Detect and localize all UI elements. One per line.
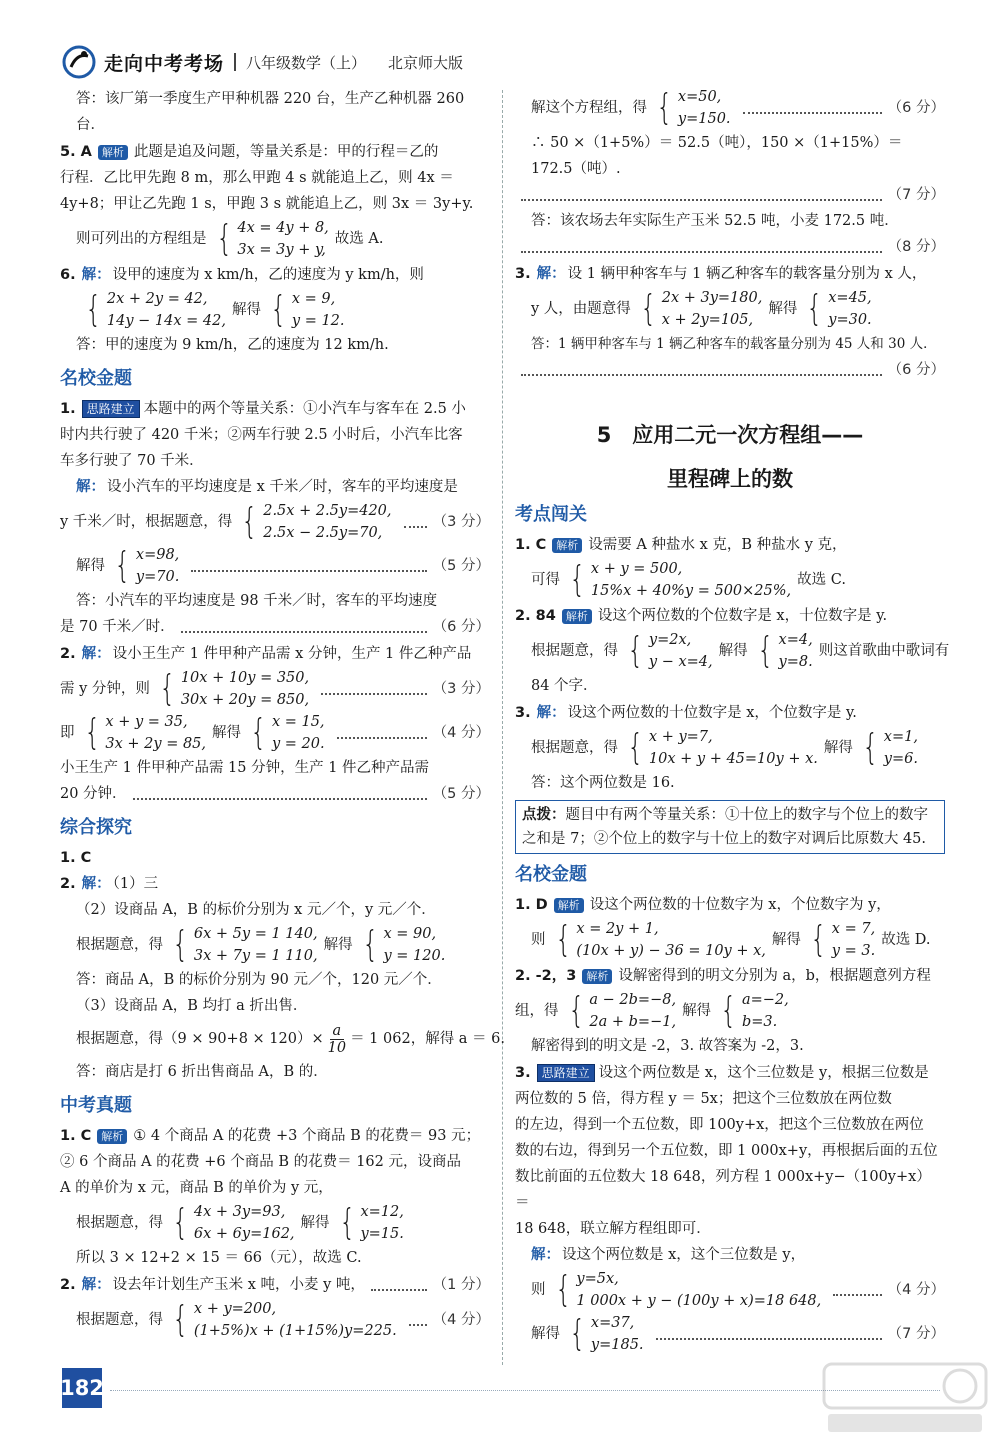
score: （7 分） (887, 187, 945, 203)
leader-dots (521, 364, 882, 376)
c3-text: 设这个两位数的十位数字是 x，个位数字是 y. (567, 705, 857, 721)
kaodian-question-2 (515, 603, 950, 699)
fraction-numerator: a (330, 1023, 345, 1040)
equation: 14y − 14x = 42, (106, 313, 226, 329)
leader-dots (833, 1284, 881, 1296)
solution-tag: 解： (81, 876, 111, 892)
equation: y − x=4, (648, 654, 713, 670)
z2-lead-2: 根据题意，得（9 × 90+8 × 120）× (76, 1031, 324, 1047)
m2-system-row-2 (60, 711, 490, 755)
question-number: 1. C (515, 537, 547, 553)
n3-text-line-2: 两位数的 5 倍，得方程 y ＝ 5x；把这个三位数放在两位数 (515, 1091, 892, 1107)
kaodian-question-3 (515, 700, 945, 796)
m1-text-line-4: 设小汽车的平均速度是 x 千米／时，客车的平均速度是 (107, 479, 458, 495)
solution-system: { a=−2, b=3. (720, 990, 789, 1031)
c2-text: 设这个两位数的个位数字是 x，十位数字是 y. (597, 608, 888, 624)
q6-answer: 答：甲的速度为 9 km/h，乙的速度为 12 km/h. (76, 337, 389, 353)
leader-dots (181, 621, 427, 633)
m2-text: 设小王生产 1 件甲种产品需 x 分钟，生产 1 件乙种产品 (112, 646, 472, 662)
column-divider (502, 90, 503, 1365)
n2-system-row (515, 989, 945, 1033)
solve-label: 解得 (76, 558, 105, 574)
equation: 10x + 10y = 350, (180, 670, 310, 686)
solution-system: { x=12, y=15. (338, 1202, 404, 1243)
solution-tag: 解： (81, 646, 111, 662)
equation: (10x + y) − 36 = 10y + x, (576, 943, 766, 959)
equation-system: { 4x + 3y=93, 6x + 6y=162, (172, 1202, 295, 1243)
solve-label: 解得 (682, 1003, 712, 1019)
solution-system: { x=37, y=185. (569, 1313, 644, 1354)
solution: x=4, (778, 632, 813, 648)
kaodian-question-1 (515, 532, 945, 602)
spacer (515, 384, 945, 420)
question-number: 1. C (60, 1128, 92, 1144)
k1-text-line-2: ② 6 个商品 A 的花费 +6 个商品 B 的花费＝ 162 元，设商品 (60, 1154, 461, 1170)
header-separator (234, 53, 236, 71)
c2-lead: 根据题意，得 (531, 643, 618, 659)
score: （4 分） (432, 1312, 490, 1328)
question-number: 2. (60, 646, 76, 662)
solution-system: { x=50, y=150. (656, 87, 731, 128)
z2-part-1: （1）三 (112, 876, 159, 892)
n2-answer: 解密得到的明文是 -2，3. 故答案为 -2，3. (531, 1038, 804, 1054)
tip-label: 点拨： (522, 807, 566, 823)
solve-label: 解得 (771, 932, 801, 948)
equation-system: { 2x + 3y=180, x + 2y=105, (640, 288, 763, 329)
m2-answer-line-1: 小王生产 1 件甲种产品需 15 分钟，生产 1 件乙种产品需 (60, 760, 430, 776)
equation: 2a + b=−1, (589, 1014, 677, 1030)
fraction-denominator: 10 (327, 1039, 347, 1056)
equation: x + y=200, (193, 1301, 277, 1317)
n3-text-line-3: 的左边，得到一个五位数，即 100y+x，把这个三位数放在两位 (515, 1117, 924, 1133)
q5-lead: 则可列出的方程组是 (76, 231, 207, 247)
equation: 3x + 7y = 1 110, (193, 948, 318, 964)
m1-lead: y 千米／时，根据题意，得 (60, 514, 233, 530)
equation: y=2x, (648, 632, 692, 648)
solution-system: { x=98, y=70. (114, 545, 180, 586)
watermark-logo-icon (820, 1360, 990, 1438)
solution: y = 12. (291, 313, 345, 329)
solve-label: 解得 (768, 301, 798, 317)
k1-text-line-3: A 的单价为 x 元，商品 B 的单价为 y 元， (60, 1180, 333, 1196)
leader-dots (521, 189, 882, 201)
q6-system-row (60, 288, 490, 332)
analysis-tag: 解析 (554, 898, 584, 913)
question-number: 5. A (60, 144, 92, 160)
solution: x = 9, (291, 291, 336, 307)
leader-dots (404, 516, 427, 528)
equation-system: { y=5x, 1 000x + y − (100y + x)=18 648, (554, 1269, 822, 1310)
equation-system: { y=2x, y − x=4, (627, 630, 713, 671)
equation: 3x = 3y + y, (237, 242, 326, 258)
solution: y = 20. (271, 736, 325, 752)
equation: 2.5x + 2.5y=420, (263, 503, 392, 519)
zonghe-question-1: 1. C (60, 850, 92, 866)
zhongkao-question-2 (60, 1272, 490, 1342)
r3-system-row (515, 287, 945, 331)
solution: a=−2, (741, 992, 789, 1008)
question-number: 2. 84 (515, 608, 556, 624)
solution-system: { x = 9, y = 12. (270, 289, 345, 330)
score: （3 分） (432, 681, 490, 697)
intro-answer: 答：该厂第一季度生产甲种机器 220 台，生产乙种机器 260 台． (76, 91, 465, 133)
equation: 30x + 20y = 850, (180, 692, 310, 708)
leader-dots (656, 1328, 882, 1340)
solution: y = 120. (383, 948, 446, 964)
m1-text-line-3: 车多行驶了 70 千米． (60, 453, 204, 469)
solution: y=150. (677, 111, 731, 127)
solution-system: { x = 7, y = 3. (810, 919, 876, 960)
solution: y = 3. (831, 943, 876, 959)
equation: 10x + y + 45=10y + x. (648, 751, 818, 767)
k2-system-row (60, 1298, 490, 1342)
zonghe-question-2 (60, 871, 506, 1085)
q5-text-line-2: 行程．乙比甲先跑 8 m，那么甲跑 4 s 就能追上乙，则 4x ＝ (60, 170, 454, 186)
c1-text: 设需要 A 种盐水 x 克，B 种盐水 y 克， (588, 537, 847, 553)
r3-answer: 答：1 辆甲种客车与 1 辆乙种客车的载客量分别为 45 人和 30 人． (531, 336, 937, 352)
solve-label: 解得 (212, 725, 242, 741)
solve-label: 解得 (718, 643, 748, 659)
solution-tag: 解： (76, 479, 105, 495)
solution-system: { x=1, y=6. (862, 727, 918, 768)
leader-dots (321, 683, 427, 695)
equation: x = 2y + 1, (576, 921, 659, 937)
left-column (60, 86, 506, 1343)
equation: 3x + 2y = 85, (105, 736, 207, 752)
chapter-title-line-2: 里程碑上的数 (667, 467, 793, 491)
solution: y=30. (828, 312, 872, 328)
m1-answer-line-2: 是 70 千米／时． (60, 619, 175, 635)
leader-dots (521, 241, 882, 253)
right-question-3 (515, 261, 945, 383)
equation: 4x = 4y + 8, (237, 220, 329, 236)
c1-system-row (515, 558, 945, 602)
score: （3 分） (432, 514, 490, 530)
c3-system-row (515, 726, 945, 770)
z2-answer-2: 答：商店是打 6 折出售商品 A，B 的． (76, 1064, 328, 1080)
q5-text-line-1: 此题是追及问题，等量关系是：甲的行程＝乙的 (133, 144, 439, 160)
runner-logo-icon (62, 45, 96, 79)
equation: 2.5x − 2.5y=70, (263, 525, 383, 541)
m1-answer-line-1: 答：小汽车的平均速度是 98 千米／时，客车的平均速度 (76, 593, 438, 609)
score: （6 分） (887, 362, 945, 378)
solution-tag: 解： (81, 267, 111, 283)
leader-dots (371, 1279, 427, 1291)
score: （5 分） (432, 786, 490, 802)
r3-text: 设 1 辆甲种客车与 1 辆乙种客车的载客量分别为 x 人， (567, 266, 927, 282)
equation-system: { 2.5x + 2.5y=420, 2.5x − 2.5y=70, (241, 501, 392, 542)
c1-lead: 可得 (531, 572, 560, 588)
c3-lead: 根据题意，得 (531, 740, 618, 756)
continued-solution (515, 86, 945, 260)
chapter-title-line-1: 5 应用二元一次方程组—— (596, 423, 864, 447)
question-number: 2. (60, 876, 76, 892)
k2-text: 设去年计划生产玉米 x 吨，小麦 y 吨， (112, 1277, 365, 1293)
m2-lead: 需 y 分钟，则 (60, 681, 150, 697)
z2-lead: 根据题意，得 (76, 937, 163, 953)
equation: y=5x, (576, 1271, 619, 1287)
n3-text-line-5: 数比前面的五位数大 18 648，列方程 1 000x+y−（100y+x）＝ (515, 1169, 931, 1211)
zhongkao-question-1 (60, 1123, 490, 1271)
solution: x=1, (883, 729, 918, 745)
solution: x = 7, (831, 921, 876, 937)
n3-text-line-1: 设这个两位数是 x，这个三位数是 y，根据三位数是 (598, 1065, 929, 1081)
equation: x + y=7, (648, 729, 713, 745)
question-number: 1. D (515, 897, 548, 913)
solution-system: { x=4, y=8. (757, 630, 813, 671)
q5-text-line-3: 4y+8；甲让乙先跑 1 s，甲跑 3 s 就能追上乙，则 3x ＝ 3y+y. (60, 196, 474, 212)
section-title-zhongkao: 中考真题 (60, 1095, 132, 1116)
n2-text: 设解密得到的明文分别为 a，b，根据题意列方程 (618, 968, 931, 984)
z2-part-2: （2）设商品 A，B 的标价分别为 x 元／个，y 元／个． (76, 902, 436, 918)
mingxiao-question-1 (60, 396, 490, 640)
k1-text-line-1: ① 4 个商品 A 的花费 +3 个商品 B 的花费＝ 93 元； (133, 1128, 481, 1144)
page-number: 182 (62, 1368, 102, 1408)
solve-label: 解得 (323, 937, 353, 953)
equation: 6x + 5y = 1 140, (193, 926, 318, 942)
leader-dots (409, 1314, 427, 1326)
n1-lead: 则 (531, 932, 546, 948)
equation-system: { 10x + 10y = 350, 30x + 20y = 850, (159, 668, 310, 709)
footer-rule (110, 1390, 940, 1391)
c1-tail: 故选 C. (797, 572, 846, 588)
section-title-mingxiao-right: 名校金题 (515, 864, 587, 885)
equation-system: { 6x + 5y = 1 140, 3x + 7y = 1 110, (172, 924, 318, 965)
book-edition: 北京师大版 (388, 53, 464, 72)
c2-system-row (515, 629, 950, 673)
solve-label: 解得 (823, 740, 853, 756)
solution: y=70. (135, 569, 180, 585)
solution: y=15. (360, 1226, 404, 1242)
score: （5 分） (432, 558, 490, 574)
q5-system-row (60, 217, 490, 261)
r3-lead: y 人，由题意得 (531, 301, 631, 317)
fraction (328, 1023, 346, 1056)
approach-tag: 思路建立 (82, 400, 140, 418)
mingxiao-question-2 (60, 641, 490, 807)
equation: (1+5%)x + (1+15%)y=225. (193, 1323, 397, 1339)
solution-tag: 解： (531, 1247, 560, 1263)
c2-tail: 则这首歌曲中歌词有 (818, 643, 950, 659)
z2-system-row (60, 923, 490, 967)
c3-answer: 答：这个两位数是 16. (531, 775, 675, 791)
question-number: 1. (60, 401, 76, 417)
score: （6 分） (432, 619, 490, 635)
solution: y=185. (590, 1337, 644, 1353)
solution: y=8. (778, 654, 813, 670)
solution: x=37, (590, 1315, 635, 1331)
right-mingxiao-question-2 (515, 963, 945, 1059)
equation: 15%x + 40%y = 500×25%, (590, 583, 792, 599)
brand-name: 走向中考考场 (104, 52, 225, 75)
analysis-tag: 解析 (552, 538, 582, 553)
equation: x + y = 35, (105, 714, 188, 730)
solution: x=12, (360, 1204, 404, 1220)
m2-answer-line-2: 20 分钟． (60, 786, 127, 802)
analysis-tag: 解析 (562, 609, 592, 624)
n3-system-row (515, 1268, 945, 1312)
k2-lead: 根据题意，得 (76, 1312, 163, 1328)
solution: x=45, (828, 290, 872, 306)
m1-text-line-1: 本题中的两个等量关系：①小汽车与客车在 2.5 小 (143, 401, 466, 417)
k1-tail: 所以 3 × 12+2 × 15 ＝ 66（元），故选 C. (76, 1250, 362, 1266)
n2-lead: 组，得 (515, 1003, 559, 1019)
leader-dots (743, 102, 882, 114)
section-title-zonghe: 综合探究 (60, 817, 132, 838)
n3-lead: 则 (531, 1282, 546, 1298)
m2-system-row-1 (60, 667, 490, 711)
solution: y=6. (883, 751, 918, 767)
k1-system-row (60, 1201, 490, 1245)
n3-text-line-4: 数的右边，得到另一个五位数，即 1 000x+y，再根据后面的五位 (515, 1143, 938, 1159)
z2-fraction-row (60, 1019, 506, 1059)
question-5 (60, 139, 490, 261)
m1-solution-row (60, 544, 490, 588)
leader-dots (337, 727, 427, 739)
right-column (515, 86, 950, 1357)
n1-tail: 故选 D. (881, 932, 931, 948)
solution: x=98, (135, 547, 180, 563)
score: （6 分） (887, 100, 945, 116)
solution: x=50, (677, 89, 722, 105)
solution: x = 15, (271, 714, 325, 730)
n1-system-row (515, 918, 945, 962)
analysis-tag: 解析 (97, 1129, 127, 1144)
score: （8 分） (887, 239, 945, 255)
equation: 2x + 2y = 42, (106, 291, 208, 307)
score: （1 分） (432, 1277, 490, 1293)
cont-calculation: ∴ 50 ×（1+5%）＝ 52.5（吨），150 ×（1+15%）＝ 172.5（吨）. (531, 135, 903, 177)
tip-box (515, 800, 945, 854)
right-mingxiao-question-3 (515, 1060, 945, 1356)
leader-dots (133, 788, 427, 800)
k1-lead: 根据题意，得 (76, 1215, 163, 1231)
equation: x + 2y=105, (661, 312, 754, 328)
section-title-kaodian: 考点闯关 (515, 504, 587, 525)
equation-system: { 4x = 4y + 8, 3x = 3y + y, (215, 218, 329, 259)
score: （7 分） (887, 1326, 945, 1342)
solution-tag: 解： (81, 1277, 111, 1293)
spacer (515, 450, 945, 464)
equation: 1 000x + y − (100y + x)=18 648, (576, 1293, 822, 1309)
cont-answer: 答：该农场去年实际生产玉米 52.5 吨，小麦 172.5 吨． (531, 213, 899, 229)
section-title-mingxiao: 名校金题 (60, 368, 132, 389)
question-number: 3. (515, 1065, 531, 1081)
tip-text: 题目中有两个等量关系：①十位上的数字与个位上的数字之和是 7；②个位上的数字与十位上的数字对调后比原数大 45. (522, 807, 928, 847)
z2-tail: ＝ 1 062，解得 a ＝ 6. (350, 1031, 506, 1047)
solve-label: 解得 (300, 1215, 330, 1231)
z2-part-3: （3）设商品 A，B 均打 a 折出售． (76, 998, 308, 1014)
solution: x = 90, (383, 926, 437, 942)
solution: b=3. (741, 1014, 778, 1030)
cont-lead: 解这个方程组，得 (531, 100, 647, 116)
question-number: 6. (60, 267, 76, 283)
equation-system: { x + y=200, (1+5%)x + (1+15%)y=225. (172, 1299, 397, 1340)
question-number: 2. -2，3 (515, 968, 577, 984)
analysis-tag: 解析 (98, 145, 128, 160)
n3-text-line-6: 18 648，联立解方程组即可． (515, 1221, 711, 1237)
solution-system: { x=45, y=30. (806, 288, 872, 329)
equation: 6x + 6y=162, (193, 1226, 295, 1242)
c2-tail-2: 84 个字． (531, 678, 598, 694)
question-number: 3. (515, 705, 531, 721)
q5-tail: 故选 A. (334, 231, 384, 247)
right-mingxiao-question-1 (515, 892, 945, 962)
equation: a − 2b=−8, (589, 992, 677, 1008)
equation-system: { x = 2y + 1, (10x + y) − 36 = 10y + x, (554, 919, 766, 960)
equation-system: { x + y = 500, 15%x + 40%y = 500×25%, (569, 559, 792, 600)
equation-system: { a − 2b=−8, 2a + b=−1, (567, 990, 677, 1031)
solve-label: 解得 (231, 302, 261, 318)
m1-system-row (60, 500, 490, 544)
equation-system: { x + y=7, 10x + y + 45=10y + x. (627, 727, 818, 768)
cont-solution-row (515, 86, 945, 130)
n1-text: 设这个两位数的十位数字为 x，个位数字为 y， (589, 897, 891, 913)
n3-solution-row (515, 1312, 945, 1356)
book-subject: 八年级数学（上） (246, 53, 367, 72)
n3-text-line-7: 设这个两位数是 x，这个三位数是 y， (562, 1247, 806, 1263)
q6-text: 设甲的速度为 x km/h，乙的速度为 y km/h，则 (112, 267, 424, 283)
solve-label: 解得 (531, 1326, 560, 1342)
solution-system: { x = 15, y = 20. (250, 712, 325, 753)
leader-dots (191, 560, 426, 572)
equation: x + y = 500, (590, 561, 683, 577)
score: （4 分） (887, 1282, 945, 1298)
solution-tag: 解： (536, 705, 566, 721)
analysis-tag: 解析 (582, 969, 612, 984)
page-header (62, 40, 463, 84)
question-number: 2. (60, 1277, 76, 1293)
equation-system: { 2x + 2y = 42, 14y − 14x = 42, (85, 289, 226, 330)
equation-system: { x + y = 35, 3x + 2y = 85, (83, 712, 207, 753)
equation: 4x + 3y=93, (193, 1204, 286, 1220)
equation: 2x + 3y=180, (661, 290, 763, 306)
solution-tag: 解： (536, 266, 566, 282)
z2-answer: 答：商品 A，B 的标价分别为 90 元／个，120 元／个． (76, 972, 442, 988)
m2-lead-2: 即 (60, 725, 75, 741)
score: （4 分） (432, 725, 490, 741)
question-number: 3. (515, 266, 531, 282)
question-6 (60, 262, 490, 358)
m1-text-line-2: 时内共行驶了 420 千米；②两车行驶 2.5 小时后，小汽车比客 (60, 427, 463, 443)
solution-system: { x = 90, y = 120. (362, 924, 446, 965)
approach-tag: 思路建立 (537, 1064, 595, 1082)
